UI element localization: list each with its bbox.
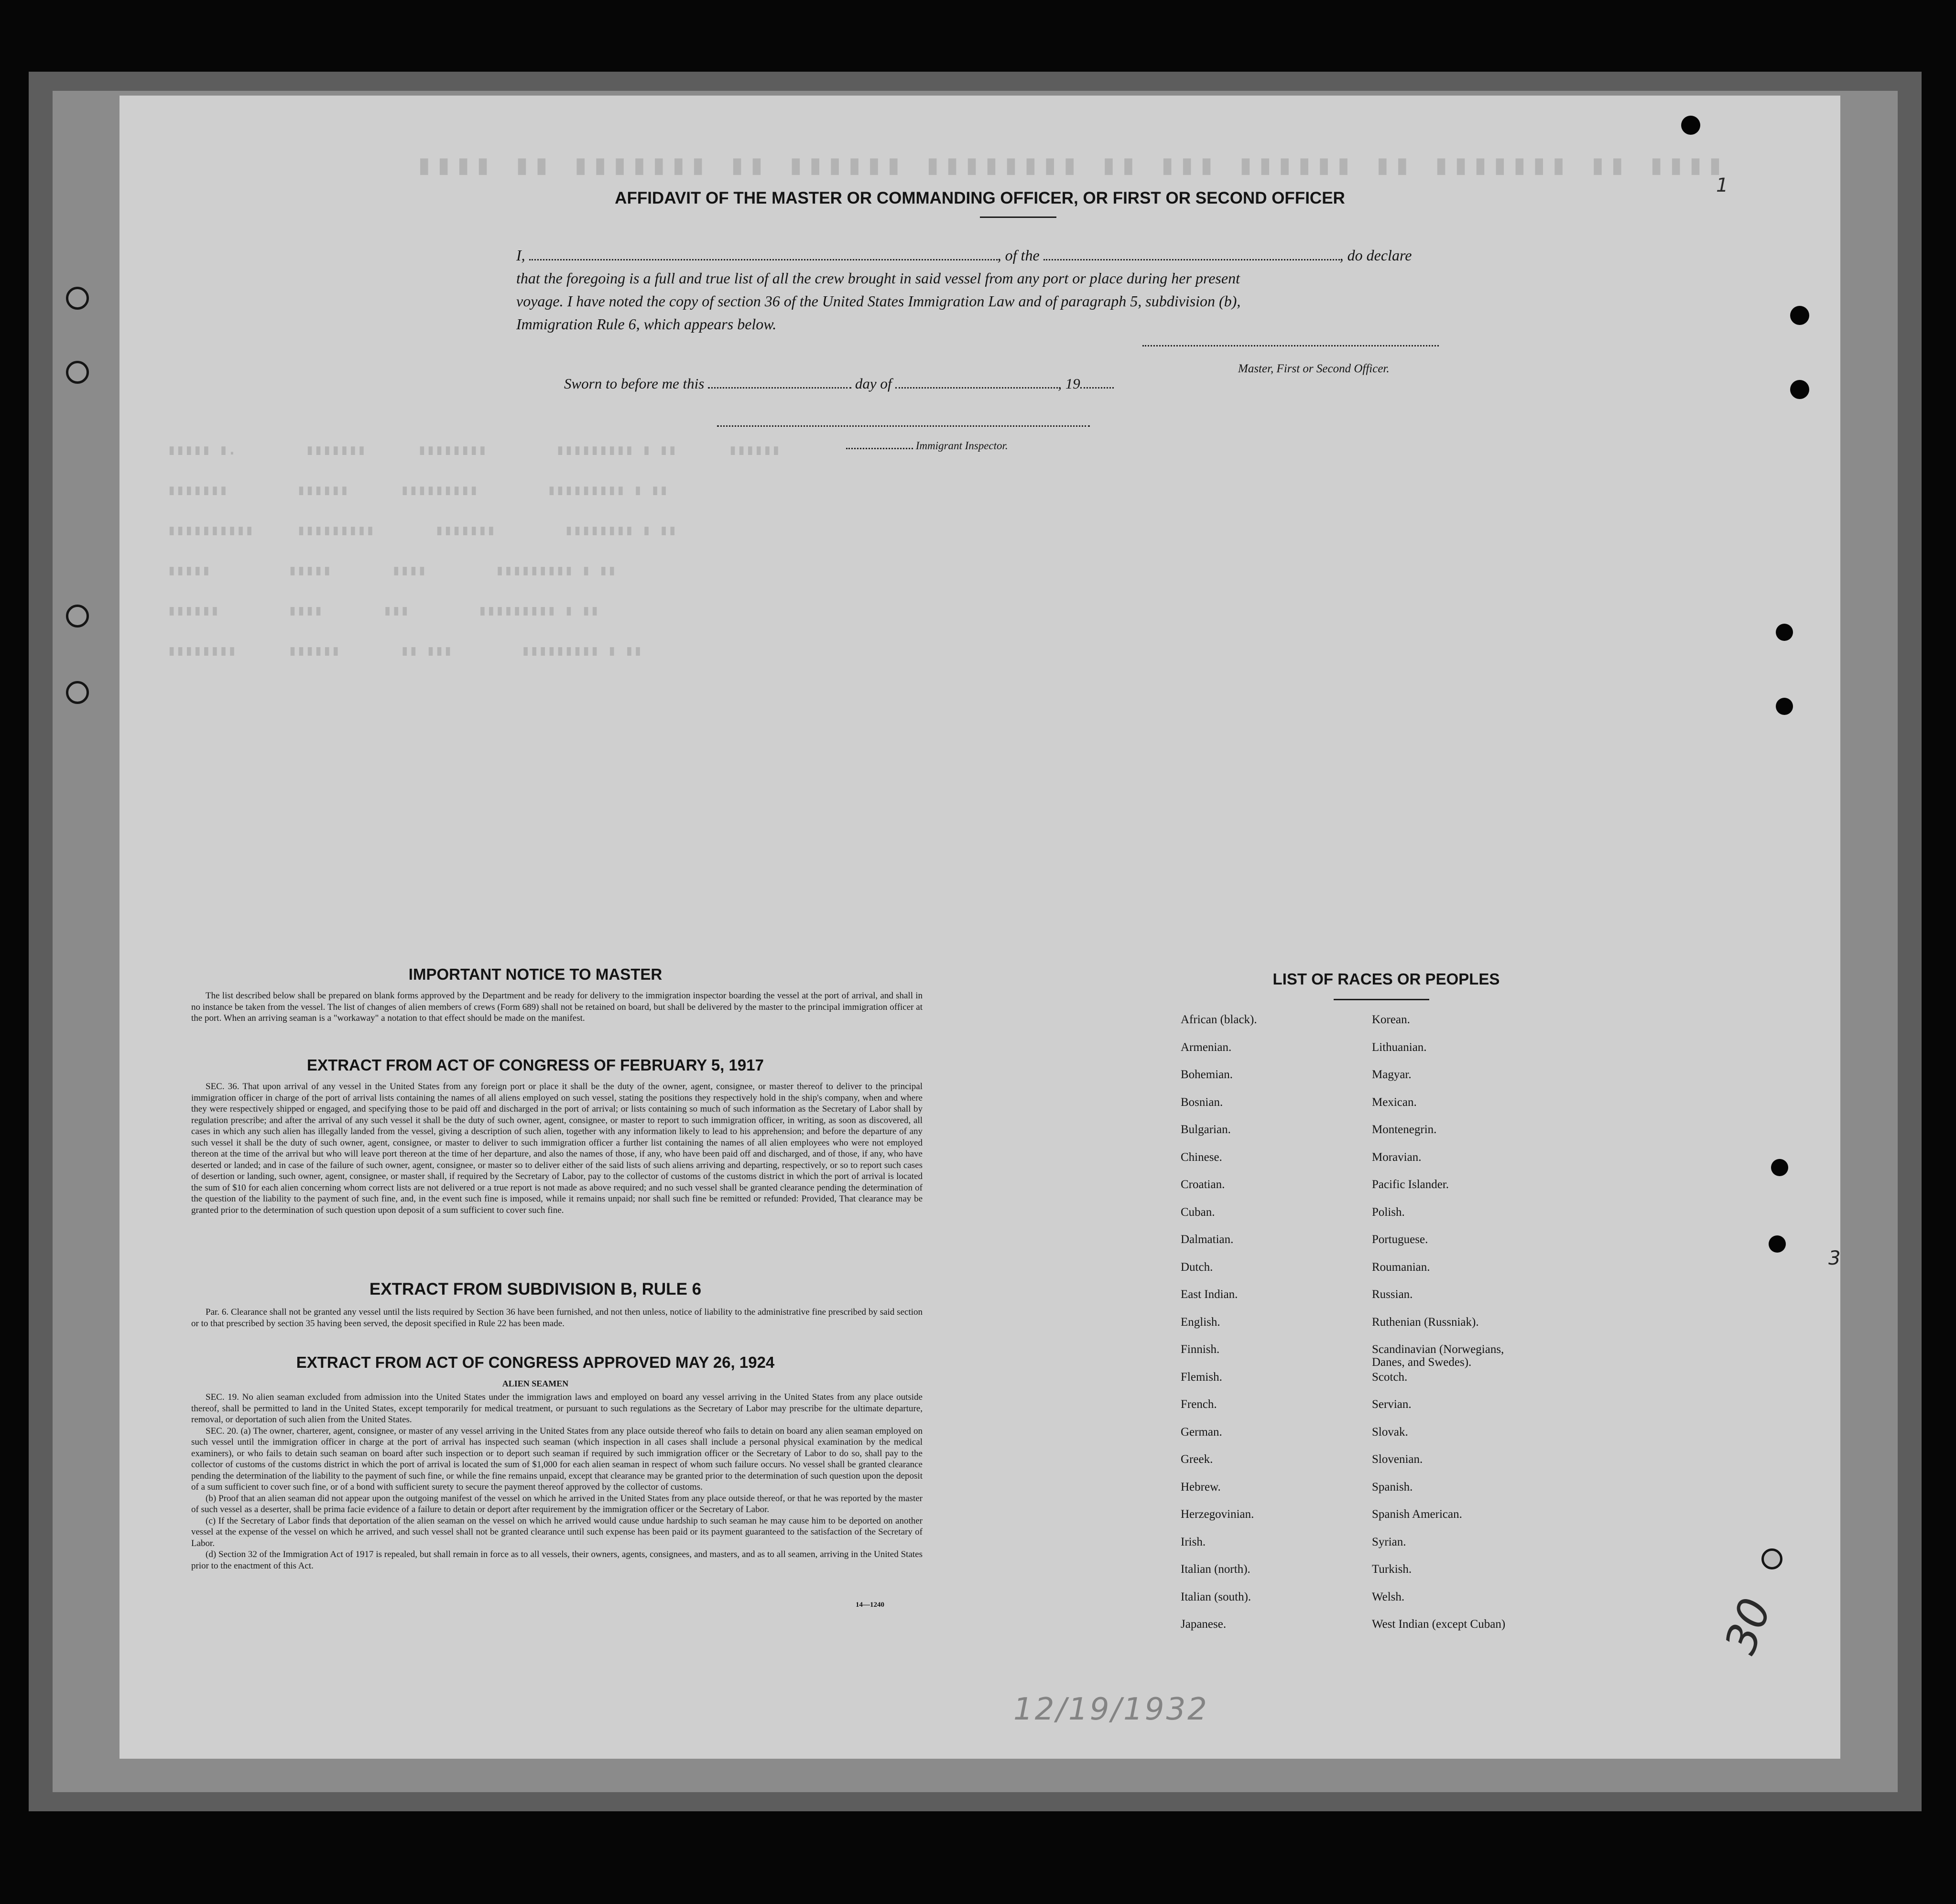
punch-hole bbox=[1790, 380, 1809, 399]
inspector-label: Immigrant Inspector. bbox=[915, 440, 1008, 452]
extract-1917-paragraph: SEC. 36. That upon arrival of any vessel in the United States from any foreign port or place it shall be the duty of the owner, agent, consignee, or master thereof to deliver to the principal immigration officer in charge of the port of arrival lists containing the names of all aliens employed on such vessel, stating the positions they respectively hold in the ship's company, when and where they were respectively shipped or engaged, and specifying those to be paid off and discharged in the port of arrival; or lists containing so much of such information as the Secretary of Labor shall by regulation prescribe; and after the arrival of any such vessel it shall be the duty of such owner, agent, consignee, or master to report to such immigration officer, in writing, as soon as discovered, all cases in which any such alien has illegally landed from the vessel, giving a description of such alien, together with any information likely to lead to his apprehension; and before the departure of any such vessel it shall be the duty of such owner, agent, consignee, or master to deliver to such immigration officer a further list containing the names of all alien employees who were not employed thereon at the time of the arrival but who will leave port thereon at the time of her departure, and also the names of those, if any, who have been paid off and discharged, and of those, if any, who have deserted or landed; and in case of the failure of such owner, agent, consignee, or master so to deliver either of the said lists of such aliens arriving and departing, respectively, or so to report such cases of desertion or landing, such owner, agent, consignee, or master shall, if required by the Secretary of Labor, pay to the collector of customs of the customs district in which the port of arrival is located the sum of $10 for each alien concerning whom correct lists are not delivered or a true report is not made as above required; and no such vessel shall be granted clearance pending the determination of the question of the liability to the payment of such fine, and, in the event such fine is imposed, while it remains unpaid; nor shall such fine be remitted or refunded: Provided, That clearance may be granted prior to the determination of such question upon deposit of a sum sufficient to cover such fine. bbox=[191, 1082, 923, 1215]
race-item: Slovenian. bbox=[1372, 1453, 1423, 1466]
race-item: Bulgarian. bbox=[1181, 1123, 1231, 1136]
race-item: Herzegovinian. bbox=[1181, 1508, 1254, 1521]
race-item: Japanese. bbox=[1181, 1618, 1227, 1631]
race-item: Bohemian. bbox=[1181, 1068, 1233, 1081]
declaration-line-2: that the foregoing is a full and true list of all the crew brought in said vessel from any port or place during her present bbox=[516, 270, 1240, 287]
extract-rule6-title: EXTRACT FROM SUBDIVISION B, RULE 6 bbox=[369, 1280, 702, 1298]
race-item: Turkish. bbox=[1372, 1563, 1412, 1576]
declaration-line-3: voyage. I have noted the copy of section 36 of the United States Immigration Law and of paragraph 5, subdivision (b), bbox=[516, 292, 1241, 310]
sworn-day-blank[interactable] bbox=[708, 387, 851, 389]
race-item: Welsh. bbox=[1372, 1590, 1405, 1603]
race-item: Cuban. bbox=[1181, 1205, 1215, 1219]
extract-1924-sec20d: (d) Section 32 of the Immigration Act of 1917 is repealed, but shall remain in force as to all vessels, their owners, agents, consignees, and masters, and as to all seamen, arriving in the United States prior to the enactment of this Act. bbox=[191, 1549, 923, 1571]
sworn-year-blank[interactable] bbox=[1080, 387, 1114, 389]
extract-1917-title: EXTRACT FROM ACT OF CONGRESS OF FEBRUARY 5, 1917 bbox=[307, 1056, 764, 1074]
race-item: German. bbox=[1181, 1425, 1222, 1439]
affidavit-title: AFFIDAVIT OF THE MASTER OR COMMANDING OFFICER, OR FIRST OR SECOND OFFICER bbox=[615, 189, 1345, 207]
race-item: Chinese. bbox=[1181, 1150, 1222, 1164]
race-item: East Indian. bbox=[1181, 1288, 1238, 1301]
punch-hole bbox=[1776, 624, 1793, 641]
race-item: Moravian. bbox=[1372, 1150, 1422, 1164]
extract-1924-title: EXTRACT FROM ACT OF CONGRESS APPROVED MAY 26, 1924 bbox=[296, 1353, 775, 1371]
race-item: Croatian. bbox=[1181, 1178, 1225, 1191]
punch-hole bbox=[1681, 116, 1700, 135]
race-item: Pacific Islander. bbox=[1372, 1178, 1449, 1191]
handwritten-side-mark: 3 bbox=[1828, 1247, 1841, 1269]
race-item: Slovak. bbox=[1372, 1425, 1408, 1439]
inspector-signature-blank[interactable] bbox=[717, 425, 1090, 427]
race-item: Roumanian. bbox=[1372, 1260, 1430, 1274]
race-item: Hebrew. bbox=[1181, 1480, 1221, 1493]
extract-rule6-text bbox=[191, 1307, 923, 1329]
declaration-end: , do declare bbox=[1339, 247, 1412, 264]
binder-ring bbox=[66, 287, 89, 310]
extract-1924-sec20a: SEC. 20. (a) The owner, charterer, agent, consignee, or master of any vessel arriving in the United States from any place outside thereof who fails to detain on board any alien seaman employed on such vessel until the immigration officer in charge at the port of arrival has inspected such seaman (which inspection in all cases shall include a personal physical examination by the medical examiners), or who fails to detain such seaman on board after such inspection or to deport such seaman if required by such immigration officer or the Secretary of Labor to do so, shall pay to the collector of customs of the customs district in which the port of arrival is located the sum of $1,000 for each alien seaman in respect of whom such failure occurs. No vessel shall be granted clearance pending the determination of the liability to the payment of such fine, or while the fine remains unpaid, except that clearance may be granted prior to the determination of such question upon the deposit of a sum sufficient to cover such fine, or of a bond with sufficient surety to secure the payment thereof approved by the collector of customs. bbox=[191, 1426, 923, 1492]
declaration-of: , of the bbox=[997, 247, 1040, 264]
bleed-through-texture: ▮▮▮▮ ▮▮ ▮▮▮▮▮▮▮ ▮▮ ▮▮▮▮▮▮ ▮▮▮▮▮▮▮▮ ▮▮ ▮▮▮ ▮▮▮▮▮▮ ▮▮ ▮▮▮▮▮▮▮ ▮▮ ▮▮▮▮ bbox=[416, 148, 1727, 181]
race-item: Polish. bbox=[1372, 1205, 1405, 1219]
race-item: Portuguese. bbox=[1372, 1233, 1428, 1246]
vessel-name-blank[interactable] bbox=[1043, 259, 1340, 260]
punch-hole bbox=[1776, 698, 1793, 715]
master-signature-blank[interactable] bbox=[1142, 345, 1439, 346]
handwritten-date: 12/19/1932 bbox=[1013, 1692, 1209, 1727]
race-item: Servian. bbox=[1372, 1398, 1412, 1411]
race-item: Montenegrin. bbox=[1372, 1123, 1437, 1136]
sworn-year-label: , 19 bbox=[1058, 375, 1080, 392]
race-item: Armenian. bbox=[1181, 1040, 1232, 1054]
race-item: French. bbox=[1181, 1398, 1217, 1411]
bleed-through-rows: ▮▮▮▮▮ ▮. ▮▮▮▮▮▮▮ ▮▮▮▮▮▮▮▮ ▮▮▮▮▮▮▮▮▮ ▮ ▮▮ ▮▮▮▮▮▮ ▮▮▮▮▮▮▮ ▮▮▮▮▮▮ ▮▮▮▮▮▮▮▮▮ ▮▮▮▮▮▮▮▮▮ ▮ ▮▮ ▮▮▮▮▮▮▮▮▮▮ ▮▮▮▮▮▮▮▮▮ ▮▮▮▮▮▮▮ ▮▮▮▮▮▮▮▮ ▮ ▮▮ ▮▮▮▮▮ ▮▮▮▮▮ ▮▮▮▮ ▮▮▮▮▮▮▮▮▮ ▮ ▮▮ ▮▮▮▮▮▮ ▮▮▮▮ ▮▮▮ ▮▮▮▮▮▮▮▮▮ ▮ ▮▮ ▮▮▮▮▮▮▮▮ ▮▮▮▮▮▮ ▮▮ ▮▮▮ ▮▮▮▮▮▮▮▮▮ ▮ ▮▮ bbox=[167, 442, 781, 659]
notice-paragraph: The list described below shall be prepared on blank forms approved by the Department and be ready for delivery to the immigration inspector boarding the vessel at the port of arrival, and shall in no instance be taken from the vessel. The list of changes of alien members of crews (Form 689) shall not be retained on board, but shall be delivered by the master to the principal immigration officer at the port. When an arriving seaman is a "workaway" a notation to that effect should be made on the manifest. bbox=[191, 991, 923, 1023]
race-item: Italian (south). bbox=[1181, 1590, 1251, 1603]
binder-ring bbox=[66, 605, 89, 627]
notice-title: IMPORTANT NOTICE TO MASTER bbox=[408, 965, 663, 983]
sworn-day-label: day of bbox=[855, 375, 892, 392]
punch-hole bbox=[1769, 1235, 1786, 1253]
extract-1924-sec20b: (b) Proof that an alien seaman did not appear upon the outgoing manifest of the vessel on which he arrived in the United States from any place outside thereof, or that he was reported by the master of such vessel as a deserter, shall be prima facie evidence of a failure to detain or deport after requirement by the immigration officer or the Secretary of Labor. bbox=[191, 1493, 923, 1515]
race-item: Greek. bbox=[1181, 1453, 1213, 1466]
sworn-line bbox=[564, 375, 1114, 392]
race-item: Lithuanian. bbox=[1372, 1040, 1427, 1054]
race-item: Finnish. bbox=[1181, 1343, 1220, 1356]
punch-hole bbox=[1771, 1159, 1788, 1176]
punch-hole bbox=[1790, 306, 1809, 325]
race-item: Bosnian. bbox=[1181, 1095, 1223, 1109]
binder-ring bbox=[1761, 1548, 1782, 1569]
race-item: Irish. bbox=[1181, 1535, 1206, 1548]
declaration-line-4: Immigration Rule 6, which appears below. bbox=[516, 315, 777, 333]
races-left-column bbox=[1181, 1013, 1257, 1645]
race-item: Ruthenian (Russniak). bbox=[1372, 1315, 1479, 1329]
race-item: Italian (north). bbox=[1181, 1563, 1250, 1576]
extract-1917-text bbox=[191, 1081, 923, 1216]
master-name-blank[interactable] bbox=[529, 259, 998, 260]
races-title: LIST OF RACES OR PEOPLES bbox=[1272, 970, 1500, 988]
notice-text bbox=[191, 990, 923, 1024]
form-number: 14—1240 bbox=[856, 1601, 884, 1609]
races-right-column bbox=[1372, 1013, 1534, 1645]
extract-1924-sec20c: (c) If the Secretary of Labor finds that deportation of the alien seaman on the vessel on which he arrived would cause undue hardship to such seaman he may cause him to be deported on another vessel at the expense of the vessel on which he arrived, and such vessel shall not be granted clearance until such expense has been paid or its payment guaranteed to the satisfaction of the Secretary of Labor. bbox=[191, 1515, 923, 1548]
handwritten-page-number: 30 bbox=[1715, 1591, 1782, 1661]
handwritten-corner-mark: 1 bbox=[1716, 174, 1728, 196]
affidavit-declaration bbox=[516, 244, 1568, 335]
master-signature-label: Master, First or Second Officer. bbox=[1238, 362, 1390, 375]
race-item: Dutch. bbox=[1181, 1260, 1213, 1274]
race-item: West Indian (except Cuban) bbox=[1372, 1618, 1506, 1631]
alien-seamen-subtitle: ALIEN SEAMEN bbox=[502, 1379, 569, 1388]
title-rule bbox=[980, 216, 1056, 218]
sworn-prefix: Sworn to before me this bbox=[564, 375, 705, 392]
sworn-month-blank[interactable] bbox=[895, 387, 1058, 389]
race-item: English. bbox=[1181, 1315, 1220, 1329]
extract-1924-sec19: SEC. 19. No alien seaman excluded from admission into the United States under the immigration laws and employed on board any vessel arriving in the United States from any place outside thereof, shall be permitted to land in the United States, except temporarily for medical treatment, or pursuant to such regulations as the Secretary of Labor may prescribe for the ultimate departure, removal, or deportation of such alien from the United States. bbox=[191, 1392, 923, 1425]
manifest-sheet bbox=[120, 96, 1840, 1759]
binder-ring bbox=[66, 681, 89, 704]
race-item: Magyar. bbox=[1372, 1068, 1412, 1081]
inspector-dotted-lead bbox=[846, 448, 913, 449]
extract-rule6-paragraph: Par. 6. Clearance shall not be granted any vessel until the lists required by Section 36 have been furnished, and not then unless, notice of liability to the administrative fine prescribed by said section or to that prescribed by section 35 having been served, the deposit specified in Rule 22 has been made. bbox=[191, 1307, 923, 1329]
race-item: Korean. bbox=[1372, 1013, 1410, 1026]
race-item: Syrian. bbox=[1372, 1535, 1406, 1548]
binder-ring bbox=[66, 361, 89, 384]
race-item: Spanish. bbox=[1372, 1480, 1413, 1493]
races-title-rule bbox=[1334, 999, 1429, 1000]
race-item: Russian. bbox=[1372, 1288, 1413, 1301]
extract-1924-text bbox=[191, 1392, 923, 1571]
race-item: Dalmatian. bbox=[1181, 1233, 1234, 1246]
race-item: Spanish American. bbox=[1372, 1508, 1462, 1521]
race-item: Scandinavian (Norwegians, Danes, and Swedes). bbox=[1372, 1343, 1504, 1369]
declaration-i: I, bbox=[516, 247, 525, 264]
race-item: Mexican. bbox=[1372, 1095, 1417, 1109]
inspector-label-line bbox=[846, 440, 1008, 452]
race-item: Scotch. bbox=[1372, 1370, 1408, 1384]
race-item: African (black). bbox=[1181, 1013, 1257, 1026]
race-item: Flemish. bbox=[1181, 1370, 1222, 1384]
